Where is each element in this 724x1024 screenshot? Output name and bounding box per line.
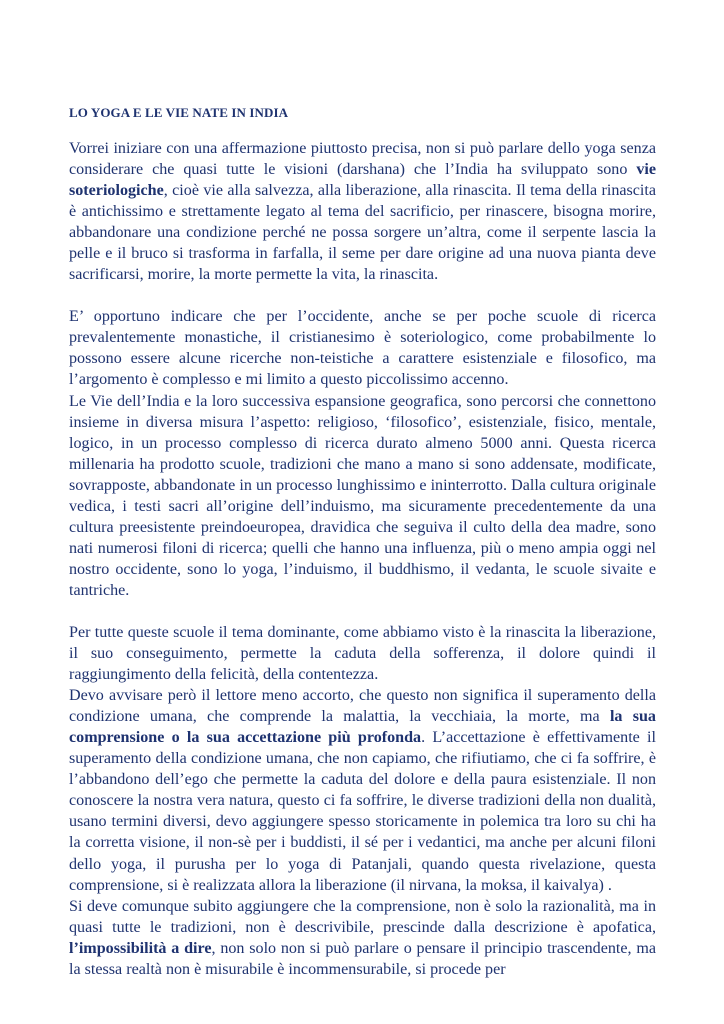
paragraph-1-bold: vie soteriologiche: [69, 161, 656, 200]
paragraph-5-text-a: Devo avvisare però il lettore meno accorto, che questo non significa il superamento della condizione umana, che comprende la malattia, la vecchiaia, la morte, ma: [69, 687, 656, 726]
paragraph-5-text-b: . L’accettazione è effettivamente il superamento della condizione umana, che non capiamo, che rifiutiamo, che ci fa soffrire, è l’abbandono dell’ego che permette la caduta del dolore e della paura esistenziale. Il non conoscere la nostra vera natura, questo ci fa soffrire, le diverse tradizioni della non dualità, usano termini diversi, devo aggiungere spesso storicamente in polemica tra loro su chi ha la corretta visione, il non-sè per i buddisti, il sé per i vedantici, ma anche per alcuni filoni dello yoga, il purusha per lo yoga di Patanjali, quando questa rivelazione, questa comprensione, si è realizzata allora la liberazione (il nirvana, la moksa, il kaivalya) .: [69, 729, 656, 894]
paragraph-spacer: [69, 601, 656, 622]
document-page: [69, 105, 656, 980]
paragraph-1: [69, 138, 656, 285]
paragraph-1-text-b: , cioè vie alla salvezza, alla liberazione, alla rinascita. Il tema della rinascita è antichissimo e strettamente legato al tema del sacrificio, per rinascere, bisogna morire, abbandonare una condizione perché ne possa sorgere un’altra, come il serpente lascia la pelle e il bruco si trasforma in farfalla, il seme per dare origine ad una nuova pianta deve sacrificarsi, morire, la morte permette la vita, la rinascita.: [69, 182, 656, 284]
paragraph-6-bold: l’impossibilità a dire: [69, 939, 212, 957]
paragraph-5: [69, 685, 656, 895]
paragraph-3: Le Vie dell’India e la loro successiva espansione geografica, sono percorsi che connettono insieme in diversa misura l’aspetto: religioso, ‘filosofico’, esistenziale, fisico, mentale, logico, in un processo complesso di ricerca durato almeno 5000 anni. Questa ricerca millenaria ha prodotto scuole, tradizioni che mano a mano si sono addensate, modificate, sovrapposte, abbandonate in un processo lunghissimo e ininterrotto. Dalla cultura originale vedica, i testi sacri all’origine dell’induismo, ma sicuramente precedentemente da una cultura preesistente preindoeuropea, dravidica che seguiva il culto della dea madre, sono nati numerosi filoni di ricerca; quelli che hanno una influenza, più o meno ampia oggi nel nostro occidente, sono lo yoga, l’induismo, il buddhismo, il vedanta, le scuole sivaite e tantriche.: [69, 392, 656, 599]
paragraph-5-bold: la sua comprensione o la sua accettazione più profonda: [69, 708, 656, 747]
paragraph-6-text-a: Si deve comunque subito aggiungere che la comprensione, non è solo la razionalità, ma in quasi tutte le tradizioni, non è descrivibile, prescinde dalla descrizione è apofatica,: [69, 897, 656, 936]
paragraph-6: [69, 896, 656, 980]
paragraph-4: Per tutte queste scuole il tema dominante, come abbiamo visto è la rinascita la liberazione, il suo conseguimento, permette la caduta della sofferenza, il dolore quindi il raggiungimento della felicità, della contentezza.: [69, 623, 656, 684]
paragraph-spacer: [69, 285, 656, 306]
paragraph-2: E’ opportuno indicare che per l’occidente, anche se per poche scuole di ricerca prevalentemente monastiche, il cristianesimo è soteriologico, come probabilmente lo possono essere alcune ricerche non-teistiche a carattere esistenziale e filosofico, ma l’argomento è complesso e mi limito a questo piccolissimo accenno.: [69, 308, 656, 389]
paragraph-1-text-a: Vorrei iniziare con una affermazione piuttosto precisa, non si può parlare dello yoga senza considerare che quasi tutte le visioni (darshana) che l’India ha sviluppato sono: [69, 140, 656, 179]
document-title: LO YOGA E LE VIE NATE IN INDIA: [69, 105, 289, 120]
paragraph-6-text-b: , non solo non si può parlare o pensare il principio trascendente, ma la stessa realtà non è misurabile è incommensurabile, si procede per: [69, 939, 656, 978]
